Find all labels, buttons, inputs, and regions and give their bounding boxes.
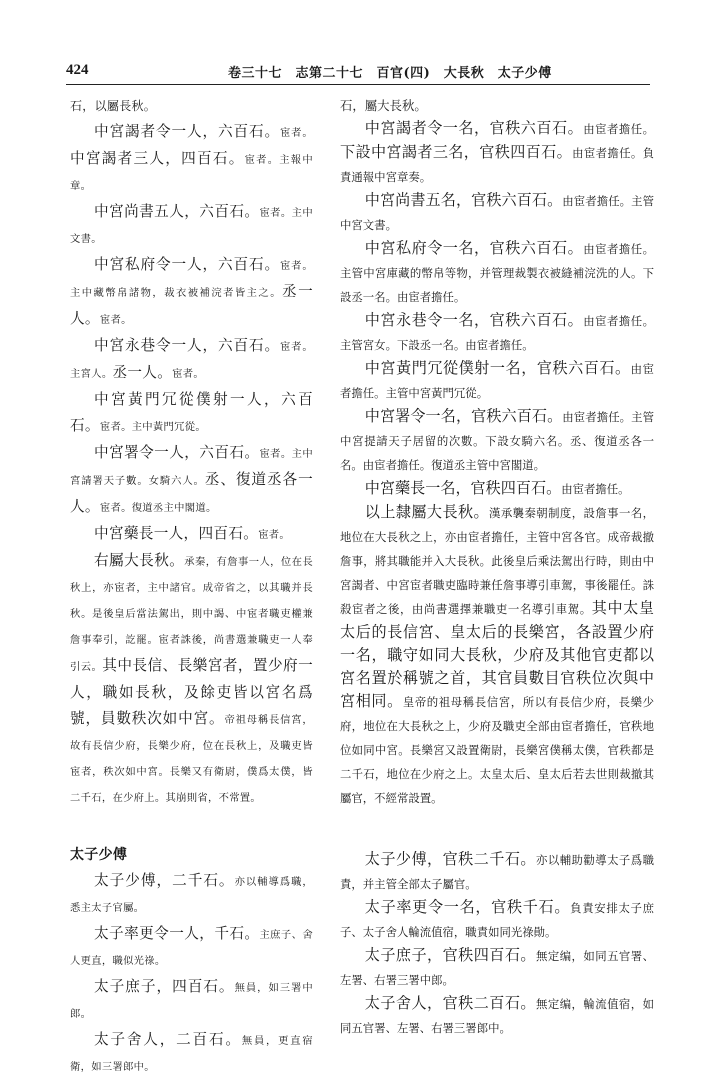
annotation: 由宦者擔任。主管中宮提請天子居留的次數。下設女騎六名。丞、復道丞各一名。由宦者擔任。復道丞主管中宮閣道。 [340,410,654,472]
text: 石，以屬長秋。 [70,99,157,113]
annotation: 宦者。主宮人。 [70,341,313,380]
main-text: 中宮黃門冗從僕射一人，六百石。 [70,391,313,434]
main-text: 其中太皇太后的長信宮、皇太后的長樂宮，各設置少府一名，職守如同大長秋，少府及其他官吏都以宮名置於稱號之首，其官員數目官秩位次與中宮相同。 [340,599,654,710]
paragraph [340,405,654,477]
main-text: 下設中宮謁者三名，官秩四百石。 [340,143,573,161]
main-text: 中宮私府令一人，六百石。 [94,256,280,273]
annotation: 無定编，輪流值宿，如同五官署、左署、右署三署郎中。 [340,997,654,1035]
paragraph [70,868,313,921]
main-text: 右屬大長秋。 [94,552,185,569]
annotation: 主庶子、舍人更直，職似光祿。 [70,929,313,967]
annotation: 宦者。主中黃門冗從。 [99,421,206,433]
paragraph [70,252,313,333]
header-rule [66,84,650,85]
annotation: 負責安排太子庶子、太子舍人輪流值宿，職責如同光祿勛。 [340,901,654,939]
paragraph [340,94,654,117]
paragraph [340,357,654,405]
annotation: 宦者。主報中章。 [70,154,313,192]
main-text: 中宮署令一人，六百石。 [94,444,260,461]
main-text: 中宮永巷令一人，六百石。 [94,337,280,354]
paragraph [340,477,654,501]
page-number: 424 [66,62,89,78]
annotation: 由宦者擔任。主管中宮文書。 [340,194,654,232]
annotation: 漢承襲秦朝制度，設詹事一名，地位在大長秋之上，亦由宦者擔任，主管中宮各官。成帝裁撤詹事，將其職能并入大長秋。此後皇后乘法駕出行時，則由中宮謁者、中宮宦者職吏臨時兼任詹事導引車駕，事後罷任。誅殺宦者之後，由尚書選擇兼職吏一名導引車駕。 [340,506,654,616]
annotation: 無員，更直宿衛，如三署郎中。 [70,1035,313,1073]
annotation: 宦者。 [280,127,313,139]
paragraph [340,117,654,189]
main-text: 太子舍人，二百石。 [94,1031,242,1048]
paragraph [340,992,654,1040]
annotation: 皇帝的祖母稱長信宮，所以有長信少府，長樂少府，地位在大長秋之上，少府及職吏全部由宦者擔任，官秩地位如同中宮。長樂宮又設置衛尉，長樂宮僕稱太僕，官秩都是二千石，地位在少府之上。太皇太后、皇太后若去世則裁撤其屬官，不經常設置。 [340,695,654,805]
main-text: 丞一人。 [112,364,173,381]
main-text: 中宮謁者三人，四百石。 [70,150,245,167]
main-text: 太子舍人，官秩二百石。 [364,994,536,1012]
main-text: 中宮謁者令一名，官秩六百石。 [364,119,584,137]
running-title: 卷三十七 志第二十七 百官(四) 大長秋 太子少傅 [228,66,552,81]
text: 石，屬大長秋。 [340,98,427,113]
main-text: 中宮謁者令一人，六百石。 [94,123,280,140]
annotation: 無定编，如同五官署、左署、右署三署中郎。 [340,949,654,987]
annotation: 由宦者擔任。 [583,122,654,136]
paragraph [70,440,313,521]
annotation: 承秦，有詹事一人，位在長秋上，亦宦者，主中諸官。成帝省之，以其職并長秋。是後皇后當法駕出，則中謁、中宦者職吏權兼詹事奉引，訖罷。宦者誅後，尚書選兼職吏一人奉引云。 [70,556,313,673]
main-text: 丞、復道丞各一人。 [70,471,313,515]
annotation: 由宦者擔任。負責通報中宮章奏。 [340,146,654,184]
main-text: 其中長信、長樂宮者，置少府一人，職如長秋，及餘吏皆以宮名爲號，員數秩次如中宮。 [70,657,314,727]
annotation: 由宦者擔任。主管宮女。下設丞一名。由宦者擔任。 [340,314,654,352]
paragraph [70,94,313,119]
paragraph [70,119,313,199]
main-text: 中宮黃門冗從僕射一名，官秩六百石。 [364,359,631,377]
main-text: 太子率更令一名，官秩千石。 [364,898,571,916]
annotation: 亦以輔導爲職，悉主太子官屬。 [70,876,314,914]
paragraph [340,309,654,357]
main-text: 太子率更令一人，千石。 [94,925,260,942]
annotation: 宦者。主中藏幣帛諸物，裁衣被補浣者皆主之。 [70,260,313,299]
main-text: 中宮署令一名，官秩六百石。 [364,407,563,425]
main-text: 太子少傅，二千石。 [94,872,235,889]
main-text: 以上隸屬大長秋。 [364,503,490,521]
paragraph [70,333,313,387]
main-text: 中宮私府令一名，官秩六百石。 [364,239,584,257]
annotation: 帝祖母稱長信宮，故有長信少府，長樂少府，位在長秋上，及職吏皆宦者，秩次如中宮。長樂又有衛尉，僕爲太僕，皆二千石，在少府上。其崩則省，不常置。 [70,714,313,804]
annotation: 宦者。 [258,529,291,541]
annotation: 宦者。復道丞主中閣道。 [99,502,217,514]
paragraph [70,521,313,548]
paragraph [70,387,313,440]
section-gap [340,810,654,848]
annotation: 由宦者擔任。主管中宮黃門冗從。 [340,362,654,400]
main-text: 中宮永巷令一名，官秩六百石。 [364,311,584,329]
paragraph [340,501,654,810]
paragraph [70,921,313,974]
main-text: 丞一人。 [70,283,313,327]
paragraph [340,848,654,896]
annotation: 由宦者擔任。 [561,482,630,496]
annotation: 由宦者擔任。主管中宮庫藏的幣帛等物，并管理裁製衣被縫補浣洗的人。下設丞一名。由宦者擔任。 [340,242,654,304]
main-text: 太子庶子，四百石。 [94,978,235,995]
annotation: 宦者。主中宮請署天子數。女騎六人。 [70,448,313,487]
annotation: 宦者。主中文書。 [70,207,313,245]
paragraph [340,237,654,309]
translation-column [340,94,654,1035]
paragraph [70,548,313,811]
main-text: 中宮藥長一名，官秩四百石。 [364,479,562,497]
paragraph [70,974,313,1027]
paragraph [340,189,654,237]
main-text: 中宮尚書五名，官秩六百石。 [364,191,563,209]
annotation: 無員，如三署中郎。 [70,982,314,1020]
main-text: 中宮藥長一人，四百石。 [94,525,259,542]
main-text: 太子庶子，官秩四百石。 [364,946,536,964]
running-header [228,62,648,81]
annotation: 宦者。 [172,368,204,380]
paragraph [70,1027,313,1080]
annotation: 亦以輔助勸導太子爲職責，并主管全部太子屬官。 [340,853,654,891]
main-text: 太子少傅，官秩二千石。 [364,850,536,868]
paragraph [340,896,654,944]
main-text: 中宮尚書五人，六百石。 [94,203,260,220]
original-text-column [70,94,314,1073]
annotation: 宦者。 [99,314,132,326]
section-gap [70,811,313,843]
paragraph [70,199,313,252]
section-title: 太子少傅 [70,847,128,863]
paragraph [340,944,654,992]
